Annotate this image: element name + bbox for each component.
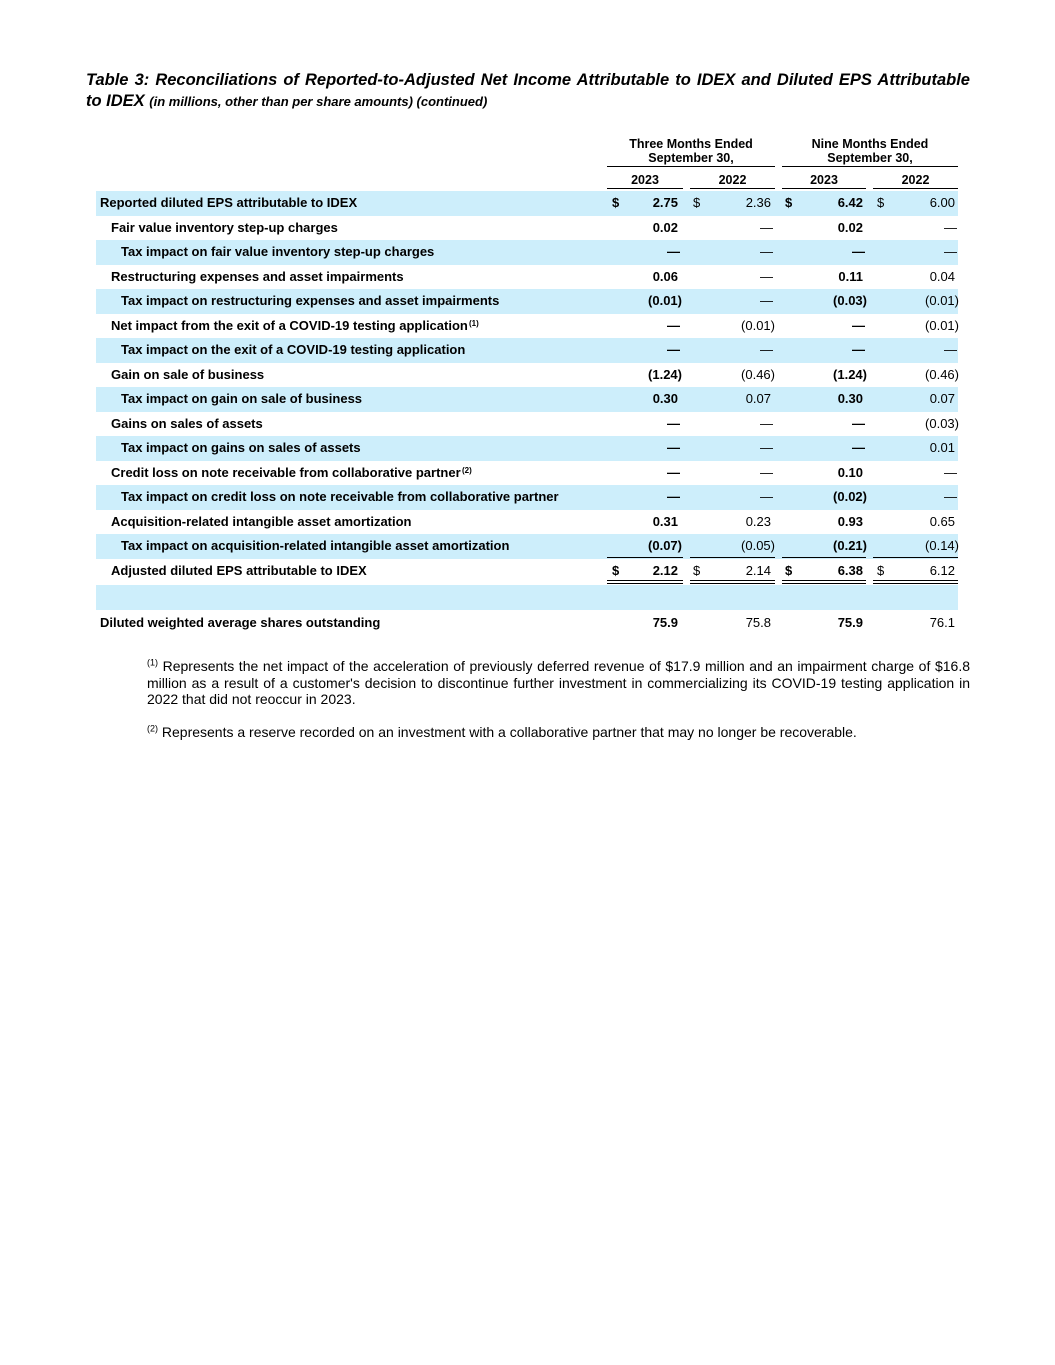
table-cell: —: [944, 489, 957, 504]
table-cell: 0.02: [652, 220, 678, 235]
table-row: [96, 485, 958, 510]
table-row: [96, 191, 958, 216]
year-header: 2022: [718, 173, 747, 187]
header-underline: [782, 166, 958, 167]
table-cell: —: [760, 244, 773, 259]
table-cell: 0.65: [929, 514, 955, 529]
year-underline: [607, 188, 683, 189]
table-row: [96, 461, 958, 486]
table-cell: 6.12: [929, 563, 955, 578]
table-cell: —: [760, 440, 773, 455]
table-cell: 0.07: [929, 391, 955, 406]
table-cell: (0.03): [833, 293, 867, 308]
table-cell: —: [852, 342, 865, 357]
table-cell: (0.03): [925, 416, 959, 431]
dollar-sign: $: [612, 195, 620, 210]
footnote-mark: (1): [147, 657, 158, 668]
dollar-sign: $: [877, 563, 885, 578]
table-row: [96, 412, 958, 437]
table-row: [96, 436, 958, 461]
table-cell: —: [944, 244, 957, 259]
total-double-underline: [607, 580, 683, 584]
table-cell: 0.10: [837, 465, 863, 480]
footnote-1: [147, 658, 970, 708]
table-cell: (1.24): [833, 367, 867, 382]
row-label: Acquisition-related intangible asset amortization: [111, 514, 412, 529]
table-cell: 75.9: [652, 615, 678, 630]
table-title-main: Table 3: Reconciliations of Reported-to-Adjusted Net Income Attributable to IDEX and Diluted EPS Attributable to IDEX: [86, 71, 970, 110]
table-cell: 2.75: [652, 195, 678, 210]
table-cell: —: [852, 244, 865, 259]
table-cell: —: [852, 440, 865, 455]
total-double-underline: [873, 580, 958, 584]
row-label: Gains on sales of assets: [111, 416, 263, 431]
table-cell: —: [760, 342, 773, 357]
table-cell: —: [852, 416, 865, 431]
footnote-ref: (1): [469, 319, 479, 328]
table-cell: —: [760, 416, 773, 431]
table-title-sub: (in millions, other than per share amounts) (continued): [149, 94, 488, 109]
table-cell: 6.42: [837, 195, 863, 210]
table-cell: (1.24): [648, 367, 682, 382]
table-cell: 0.30: [837, 391, 863, 406]
table-cell: 0.02: [837, 220, 863, 235]
table-cell: 2.12: [652, 563, 678, 578]
dollar-sign: $: [877, 195, 885, 210]
table-cell: —: [667, 318, 680, 333]
table-cell: (0.02): [833, 489, 867, 504]
table-row: [96, 363, 958, 388]
table-cell: 0.07: [745, 391, 771, 406]
subtotal-underline: [607, 557, 683, 558]
table-cell: 75.9: [837, 615, 863, 630]
row-label: Fair value inventory step-up charges: [111, 220, 338, 235]
row-label: Tax impact on gains on sales of assets: [121, 440, 361, 455]
row-label: Reported diluted EPS attributable to IDEX: [100, 195, 358, 210]
dollar-sign: $: [785, 195, 793, 210]
table-cell: (0.14): [925, 538, 959, 553]
table-cell: —: [944, 465, 957, 480]
subtotal-underline: [873, 557, 958, 558]
row-label: Gain on sale of business: [111, 367, 265, 382]
table-cell: 75.8: [745, 615, 771, 630]
footnote-mark: (2): [147, 723, 158, 734]
table-cell: —: [760, 465, 773, 480]
year-header: 2023: [631, 173, 659, 187]
total-double-underline: [782, 580, 866, 584]
dollar-sign: $: [785, 563, 793, 578]
table-cell: (0.01): [925, 293, 959, 308]
table-cell: 0.06: [652, 269, 678, 284]
table-cell: —: [667, 489, 680, 504]
year-header: 2022: [901, 173, 930, 187]
header-nine-months: Nine Months Ended September 30,: [811, 137, 929, 165]
table-cell: —: [944, 342, 957, 357]
table-cell: (0.46): [925, 367, 959, 382]
header-three-months: Three Months Ended September 30,: [629, 137, 753, 165]
table-cell: —: [667, 465, 680, 480]
row-label: Diluted weighted average shares outstanding: [100, 615, 381, 630]
table-row: [96, 314, 958, 339]
table-cell: 0.01: [929, 440, 955, 455]
table-cell: (0.46): [741, 367, 775, 382]
row-label: Tax impact on the exit of a COVID-19 testing application: [121, 342, 466, 357]
subtotal-underline: [782, 557, 866, 558]
footnote-text: Represents the net impact of the acceleration of previously deferred revenue of $17.9 million and an impairment charge of $16.8 million as a result of a customer's decision to discontinue further investment in commercializing its COVID-19 testing application in 2022 that did not reoccur in 2023.: [147, 658, 971, 707]
table-row: [96, 240, 958, 265]
row-label: Restructuring expenses and asset impairments: [111, 269, 404, 284]
table-cell: 2.14: [745, 563, 771, 578]
table-row: [96, 338, 958, 363]
table-cell: 0.30: [652, 391, 678, 406]
table-cell: 6.00: [929, 195, 955, 210]
year-underline: [782, 188, 866, 189]
table-cell: 0.23: [745, 514, 771, 529]
year-underline: [690, 188, 775, 189]
row-label: Tax impact on credit loss on note receivable from collaborative partner: [121, 489, 559, 504]
table-cell: 0.04: [929, 269, 955, 284]
subtotal-underline: [690, 557, 775, 558]
table-row: [96, 585, 958, 610]
year-header: 2023: [810, 173, 838, 187]
table-row: [96, 289, 958, 314]
table-cell: 76.1: [929, 615, 955, 630]
footnote-text: Represents a reserve recorded on an investment with a collaborative partner that may no longer be recoverable.: [161, 724, 857, 740]
table-row: [96, 534, 958, 559]
dollar-sign: $: [693, 195, 701, 210]
footnote-ref: (2): [462, 466, 472, 475]
row-label: Tax impact on restructuring expenses and asset impairments: [121, 293, 500, 308]
table-row: [96, 216, 958, 241]
table-cell: (0.01): [741, 318, 775, 333]
table-cell: 0.93: [837, 514, 863, 529]
table-cell: —: [852, 318, 865, 333]
table-row: [96, 611, 958, 636]
row-label: Adjusted diluted EPS attributable to IDEX: [111, 563, 367, 578]
table-cell: 0.11: [838, 269, 863, 284]
table-cell: —: [760, 489, 773, 504]
row-label: Tax impact on acquisition-related intangible asset amortization: [121, 538, 510, 553]
table-cell: —: [760, 269, 773, 284]
table-row: [96, 510, 958, 535]
dollar-sign: $: [693, 563, 701, 578]
table-cell: —: [944, 220, 957, 235]
table-row: [96, 387, 958, 412]
dollar-sign: $: [612, 563, 620, 578]
row-label: Tax impact on fair value inventory step-up charges: [121, 244, 435, 259]
table-cell: —: [760, 293, 773, 308]
header-underline: [607, 166, 775, 167]
table-row: [96, 265, 958, 290]
row-label: Credit loss on note receivable from collaborative partner: [111, 465, 461, 480]
table-cell: 2.36: [745, 195, 771, 210]
table-cell: 6.38: [837, 563, 863, 578]
table-cell: —: [667, 244, 680, 259]
table-title: [86, 70, 970, 112]
row-label: Tax impact on gain on sale of business: [121, 391, 363, 406]
table-cell: (0.01): [925, 318, 959, 333]
table-cell: (0.21): [833, 538, 867, 553]
row-label: Net impact from the exit of a COVID-19 testing application: [111, 318, 468, 333]
year-underline: [873, 188, 958, 189]
total-double-underline: [690, 580, 775, 584]
table-cell: —: [667, 342, 680, 357]
table-cell: —: [760, 220, 773, 235]
table-cell: —: [667, 416, 680, 431]
table-cell: (0.07): [648, 538, 682, 553]
table-cell: —: [667, 440, 680, 455]
table-cell: 0.31: [652, 514, 678, 529]
table-cell: (0.05): [741, 538, 775, 553]
table-cell: (0.01): [648, 293, 682, 308]
footnote-2: [147, 724, 970, 741]
